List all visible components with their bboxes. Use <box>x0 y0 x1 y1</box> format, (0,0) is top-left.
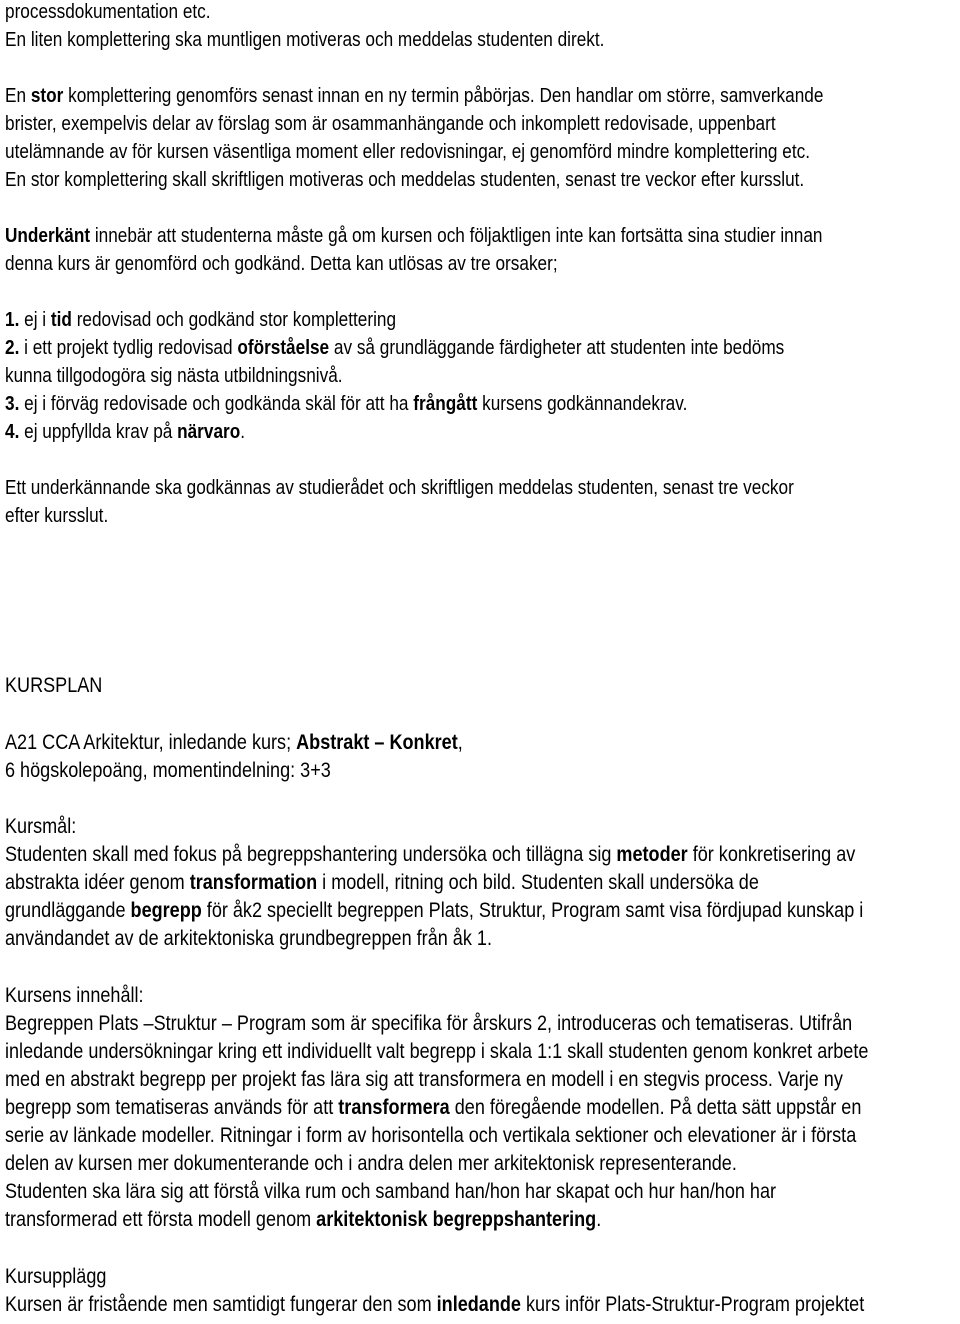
section-heading: Kursupplägg <box>5 1265 107 1288</box>
list-item: 3. ej i förväg redovisade och godkända skäl för att ha frångått kursens godkännandekrav. <box>5 393 688 415</box>
text-line: grundläggande begrepp för åk2 speciellt begreppen Plats, Struktur, Program samt visa fördjupad kunskap i <box>5 899 864 922</box>
text-line: efter kursslut. <box>5 505 109 527</box>
bold-term: stor <box>30 85 64 107</box>
section-heading: KURSPLAN <box>5 674 103 697</box>
bold-term: Underkänt <box>5 225 91 247</box>
list-item: 1. ej i tid redovisad och godkänd stor komplettering <box>5 309 397 331</box>
text-line: denna kurs är genomförd och godkänd. Detta kan utlösas av tre orsaker; <box>5 253 558 275</box>
course-title: A21 CCA Arkitektur, inledande kurs; Abstrakt – Konkret, <box>5 731 463 754</box>
list-item: 2. i ett projekt tydlig redovisad oförståelse av så grundläggande färdigheter att studenten inte bedöms <box>5 337 785 359</box>
text-line: delen av kursen mer dokumenterande och i andra delen mer arkitektonisk representerande. <box>5 1152 737 1175</box>
text-line: inledande undersökningar kring ett individuellt valt begrepp i skala 1:1 skall studenten genom konkret arbete <box>5 1040 869 1063</box>
text-line: En stor komplettering skall skriftligen motiveras och meddelas studenten, senast tre veckor efter kursslut. <box>5 169 805 191</box>
section-heading: Kursens innehåll: <box>5 984 144 1007</box>
text-line: brister, exempelvis delar av förslag som är osammanhängande och inkomplett redovisade, uppenbart <box>5 113 776 135</box>
section-heading: Kursmål: <box>5 815 77 838</box>
list-item-continuation: kunna tillgodogöra sig nästa utbildningsnivå. <box>5 365 343 387</box>
text-line: med en abstrakt begrepp per projekt fas lära sig att transformera en modell i en stegvis process. Varje ny <box>5 1068 843 1091</box>
text-line: transformerad ett första modell genom arkitektonisk begreppshantering. <box>5 1208 602 1231</box>
text-line: Underkänt innebär att studenterna måste gå om kursen och följaktligen inte kan fortsätta sina studier innan <box>5 225 823 247</box>
text-line: Begreppen Plats –Struktur – Program som är specifika för årskurs 2, introduceras och tematiseras. Utifrån <box>5 1012 853 1035</box>
text-line: Studenten ska lära sig att förstå vilka rum och samband han/hon har skapat och hur han/hon har <box>5 1180 777 1203</box>
text-line: En stor komplettering genomförs senast innan en ny termin påbörjas. Den handlar om större, samverkande <box>5 85 824 107</box>
text-line: användandet av de arkitektoniska grundbegreppen från åk 1. <box>5 927 492 950</box>
course-points: 6 högskolepoäng, momentindelning: 3+3 <box>5 759 331 782</box>
text-line: processdokumentation etc. <box>5 1 211 23</box>
list-item: 4. ej uppfyllda krav på närvaro. <box>5 421 245 443</box>
text-line: Kursen är fristående men samtidigt fungerar den som inledande kurs inför Plats-Struktur-Program projektet <box>5 1293 865 1316</box>
text-line: En liten komplettering ska muntligen motiveras och meddelas studenten direkt. <box>5 29 605 51</box>
text-line: abstrakta idéer genom transformation i modell, ritning och bild. Studenten skall undersöka de <box>5 871 759 894</box>
text-line: begrepp som tematiseras används för att transformera den föregående modellen. På detta sätt uppstår en <box>5 1096 862 1119</box>
text-line: utelämnande av för kursen väsentliga moment eller redovisningar, ej genomförd mindre komplettering etc. <box>5 141 811 163</box>
text-line: Ett underkännande ska godkännas av studierådet och skriftligen meddelas studenten, senast tre veckor <box>5 477 794 499</box>
text-line: serie av länkade modeller. Ritningar i form av horisontella och vertikala sektioner och elevationer är i första <box>5 1124 857 1147</box>
text-line: Studenten skall med fokus på begreppshantering undersöka och tillägna sig metoder för konkretisering av <box>5 843 856 866</box>
